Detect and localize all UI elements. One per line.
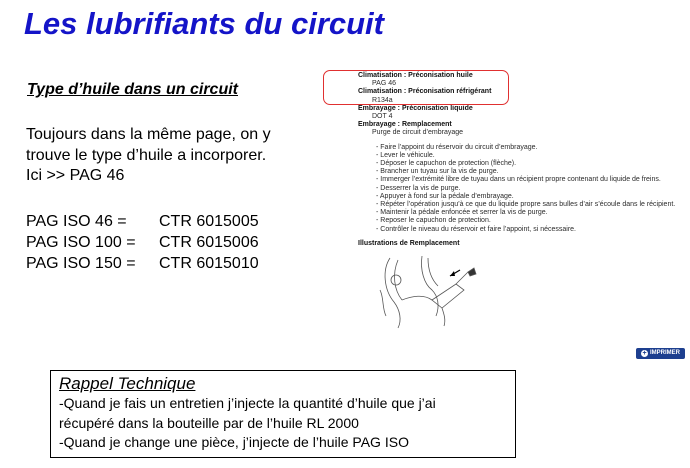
doc-value: Purge de circuit d’embrayage — [372, 129, 464, 137]
oil-grade: PAG ISO 150 = — [26, 255, 136, 272]
reminder-line: -Quand je fais un entretien j’injecte la quantité d’huile que j’ai — [59, 395, 436, 411]
doc-heading: Climatisation : Préconisation huile — [358, 72, 473, 79]
part-code: CTR 6015010 — [159, 255, 259, 272]
doc-value: R134a — [372, 96, 393, 104]
procedure-step: - Reposer le capuchon de protection. — [376, 217, 491, 225]
procedure-step: - Maintenir la pédale enfoncée et serrer la vis de purge. — [376, 209, 548, 217]
oil-grade: PAG ISO 46 = — [26, 213, 127, 230]
oil-grade: PAG ISO 100 = — [26, 234, 136, 251]
procedure-step: - Répéter l’opération jusqu’à ce que du liquide propre sans bulles d’air s’écoule dans le récipient. — [376, 201, 676, 209]
procedure-step: - Lever le véhicule. — [376, 151, 435, 159]
reminder-line: -Quand je change une pièce, j’injecte de l’huile PAG ISO — [59, 434, 409, 450]
procedure-step: - Desserrer la vis de purge. — [376, 184, 461, 192]
explanation-line: Toujours dans la même page, on y — [26, 126, 271, 143]
procedure-step: - Brancher un tuyau sur la vis de purge. — [376, 168, 499, 176]
plus-icon: + — [642, 350, 647, 357]
bleeding-illustration — [372, 250, 482, 330]
oil-highlight-frame — [323, 70, 509, 105]
oil-reference-row — [26, 232, 259, 253]
print-button[interactable] — [636, 348, 685, 359]
oil-reference-row — [26, 211, 259, 232]
procedure-step: - Immerger l’extrémité libre de tuyau dans un récipient propre contenant du liquide de freins. — [376, 176, 661, 184]
doc-heading: Climatisation : Préconisation réfrigérant — [358, 88, 492, 96]
doc-value: DOT 4 — [372, 113, 393, 121]
doc-heading: Illustrations de Remplacement — [358, 239, 460, 247]
part-code: CTR 6015006 — [159, 234, 259, 251]
doc-heading: Embrayage : Remplacement — [358, 121, 452, 129]
print-button-label: IMPRIMER — [650, 350, 680, 356]
doc-value: PAG 46 — [372, 80, 396, 88]
oil-reference-list — [26, 211, 259, 274]
part-code: CTR 6015005 — [159, 213, 259, 230]
procedure-step: - Déposer le capuchon de protection (flèche). — [376, 160, 517, 168]
oil-reference-row — [26, 253, 259, 274]
procedure-step: - Appuyer à fond sur la pédale d’embrayage. — [376, 192, 514, 200]
explanation-text — [26, 125, 271, 187]
page-title: Les lubrifiants du circuit — [24, 6, 384, 41]
reminder-line: récupéré dans la bouteille par de l’huile RL 2000 — [59, 414, 359, 431]
technical-reminder-box — [50, 370, 516, 458]
section-subtitle: Type d’huile dans un circuit — [27, 81, 238, 98]
doc-heading: Embrayage : Préconisation liquide — [358, 104, 473, 112]
explanation-line: Ici >> PAG 46 — [26, 167, 125, 184]
procedure-step: - Faire l’appoint du réservoir du circuit d’embrayage. — [376, 143, 538, 151]
reminder-title: Rappel Technique — [59, 374, 196, 393]
procedure-step: - Contrôler le niveau du réservoir et faire l’appoint, si nécessaire. — [376, 225, 576, 233]
explanation-line: trouve le type d’huile a incorporer. — [26, 146, 267, 164]
